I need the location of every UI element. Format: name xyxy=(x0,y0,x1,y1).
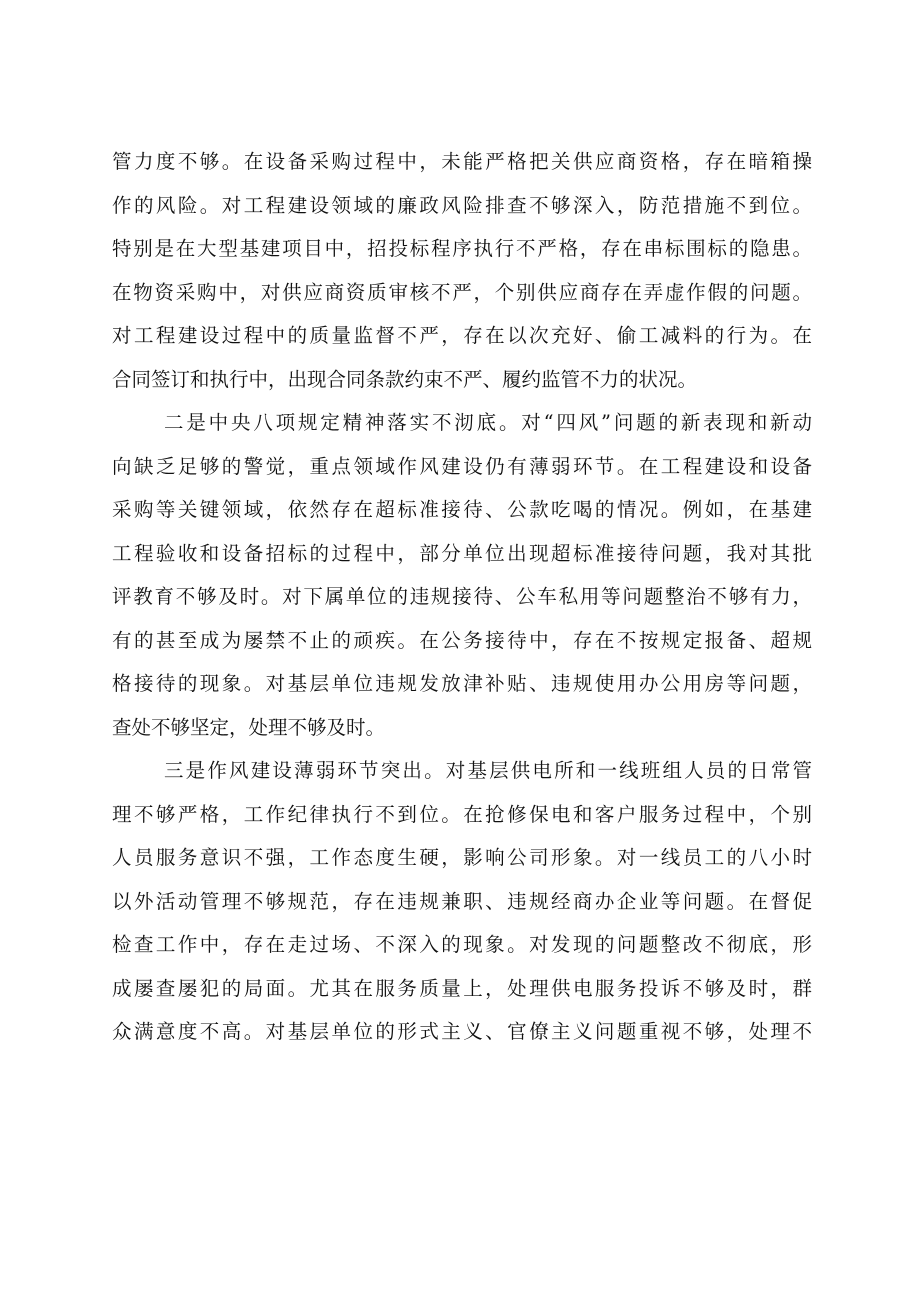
text-line: 众满意度不高。对基层单位的形式主义、官僚主义问题重视不够，处理不 xyxy=(112,1020,812,1043)
text-line: 查处不够坚定，处理不够及时。 xyxy=(112,715,386,739)
text-line: 成屡查屡犯的局面。尤其在服务质量上，处理供电服务投诉不够及时，群 xyxy=(112,976,812,1000)
text-line: 管力度不够。在设备采购过程中，未能严格把关供应商资格，存在暗箱操 xyxy=(112,150,812,173)
paragraph-2 xyxy=(112,401,812,749)
text-line: 以外活动管理不够规范，存在违规兼职、违规经商办企业等问题。在督促 xyxy=(112,889,812,913)
text-line: 合同签订和执行中，出现合同条款约束不严、履约监管不力的状况。 xyxy=(112,367,698,391)
text-line: 工程验收和设备招标的过程中，部分单位出现超标准接待问题，我对其批 xyxy=(112,541,812,565)
text-line: 二是中央八项规定精神落实不沏底。对“四风”问题的新表现和新动 xyxy=(164,411,812,434)
text-line: 评教育不够及时。对下属单位的违规接待、公车私用等问题整治不够有力， xyxy=(112,585,812,608)
paragraph-1 xyxy=(112,140,812,401)
text-line: 三是作风建设薄弱环节突出。对基层供电所和一线班组人员的日常管 xyxy=(164,759,812,782)
text-line: 对工程建设过程中的质量监督不严，存在以次充好、偷工减料的行为。在 xyxy=(112,324,812,347)
text-line: 采购等关键领域，依然存在超标准接待、公款吃喝的情况。例如，在基建 xyxy=(112,498,812,521)
text-line: 特别是在大型基建项目中，招投标程序执行不严格，存在串标围标的隐患。 xyxy=(112,237,812,260)
text-line: 格接待的现象。对基层单位违规发放津补贴、违规使用办公用房等问题， xyxy=(112,672,812,695)
text-line: 人员服务意识不强，工作态度生硬，影响公司形象。对一线员工的八小时 xyxy=(112,846,812,869)
text-line: 向缺乏足够的警觉，重点领域作风建设仍有薄弱环节。在工程建设和设备 xyxy=(112,454,812,478)
text-line: 作的风险。对工程建设领域的廉政风险排查不够深入，防范措施不到位。 xyxy=(112,193,812,217)
document-body xyxy=(112,140,812,1054)
text-line: 在物资采购中，对供应商资质审核不严，个别供应商存在弄虚作假的问题。 xyxy=(112,280,812,304)
text-line: 有的甚至成为屡禁不止的顽疾。在公务接待中，存在不按规定报备、超规 xyxy=(112,628,812,652)
paragraph-3 xyxy=(112,749,812,1054)
text-line: 理不够严格，工作纪律执行不到位。在抢修保电和客户服务过程中，个别 xyxy=(112,802,812,826)
text-line: 检查工作中，存在走过场、不深入的现象。对发现的问题整改不彻底，形 xyxy=(112,933,812,956)
